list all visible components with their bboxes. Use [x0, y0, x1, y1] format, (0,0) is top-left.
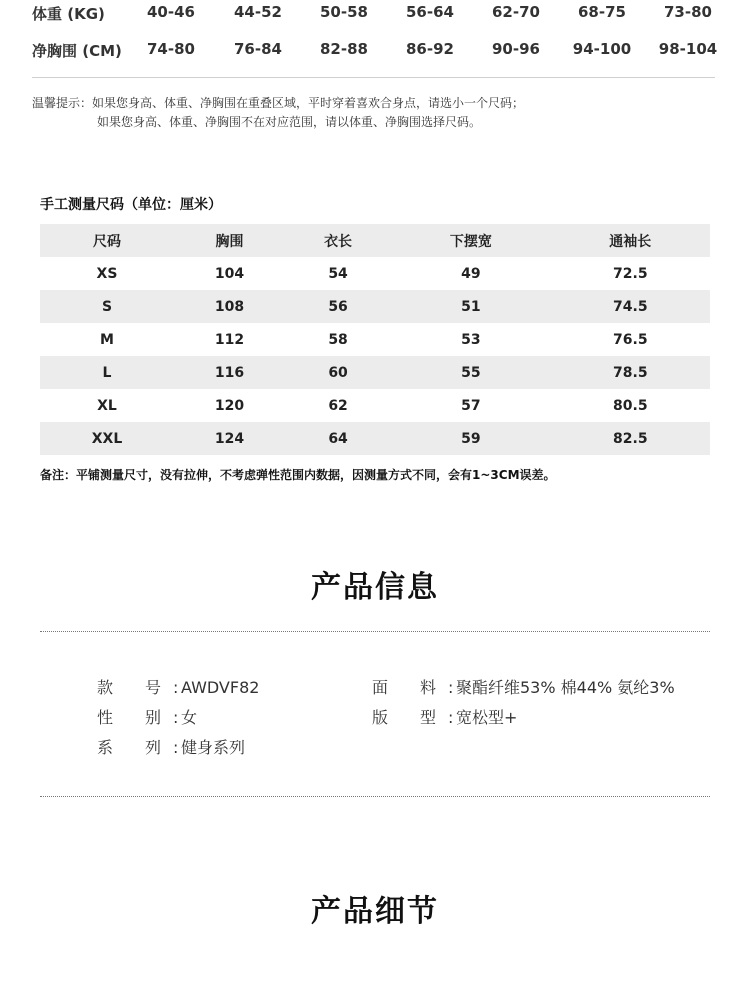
table-cell: 76.5: [613, 331, 648, 348]
table-cell: 57: [461, 397, 481, 414]
weight-row-label: 体重 (KG): [32, 5, 105, 23]
weight-cell: 56-64: [406, 3, 454, 21]
dotted-divider: [40, 796, 710, 797]
info-key: 型: [420, 708, 437, 727]
table-cell: 51: [461, 298, 481, 315]
table-cell: 55: [461, 364, 481, 381]
table-row: [40, 389, 710, 422]
weight-cell: 68-75: [578, 3, 626, 21]
weight-row: [0, 3, 750, 27]
weight-cell: 50-58: [320, 3, 368, 21]
info-item-style-no: [97, 675, 259, 698]
info-key: 版: [372, 708, 389, 727]
chest-cell: 82-88: [320, 40, 368, 58]
product-detail-heading: 产品细节: [311, 894, 439, 929]
column-header: 通袖长: [609, 233, 652, 250]
table-cell: S: [101, 298, 113, 315]
table-cell: 58: [328, 331, 348, 348]
info-value: 健身系列: [181, 738, 246, 757]
info-value: 宽松型+: [456, 708, 518, 727]
measurement-title: 手工测量尺码（单位：厘米）: [40, 197, 222, 213]
chest-row-label: 净胸围 (CM): [32, 42, 122, 60]
size-tips: [32, 94, 524, 132]
chest-cell: 94-100: [572, 40, 632, 58]
info-key: 面: [372, 678, 389, 697]
info-item-series: [97, 735, 245, 758]
table-cell: 124: [214, 430, 245, 447]
weight-cell: 62-70: [492, 3, 540, 21]
info-item-fit: [372, 705, 517, 728]
info-value: 聚酯纤维53% 棉44% 氨纶3%: [456, 678, 675, 697]
table-cell: 49: [461, 265, 481, 282]
table-cell: XXL: [91, 430, 123, 447]
table-cell: 53: [461, 331, 481, 348]
table-cell: M: [100, 331, 114, 348]
table-cell: 56: [328, 298, 348, 315]
table-cell: 62: [328, 397, 348, 414]
measurement-note: 备注：平铺测量尺寸，没有拉伸，不考虑弹性范围内数据，因测量方式不同，会有1~3CM误差。: [40, 468, 556, 482]
info-key: 款: [97, 678, 114, 697]
table-row: [40, 422, 710, 455]
info-item-fabric: [372, 675, 675, 698]
info-colon: :: [173, 678, 179, 697]
info-colon: :: [448, 678, 454, 697]
table-row: [40, 323, 710, 356]
chest-cell: 90-96: [492, 40, 540, 58]
chest-row: [0, 40, 750, 64]
table-cell: 60: [328, 364, 348, 381]
table-cell: L: [102, 364, 112, 381]
dotted-divider: [40, 631, 710, 632]
weight-cell: 73-80: [664, 3, 712, 21]
info-key: 系: [97, 738, 114, 757]
divider: [32, 77, 715, 78]
table-cell: 104: [214, 265, 245, 282]
table-cell: 59: [461, 430, 481, 447]
info-colon: :: [448, 708, 454, 727]
info-key: 列: [145, 738, 162, 757]
info-value: 女: [181, 708, 198, 727]
chest-cell: 98-104: [658, 40, 718, 58]
table-cell: 116: [214, 364, 245, 381]
table-cell: 64: [328, 430, 348, 447]
table-cell: 112: [214, 331, 245, 348]
table-cell: 54: [328, 265, 348, 282]
table-cell: XS: [96, 265, 118, 282]
info-value: AWDVF82: [181, 678, 260, 697]
table-cell: 74.5: [613, 298, 648, 315]
column-header: 衣长: [324, 233, 353, 250]
info-colon: :: [173, 738, 179, 757]
product-info-heading: 产品信息: [311, 570, 439, 605]
table-row: [40, 356, 710, 389]
measurement-table: [40, 224, 710, 455]
tip-line: 温馨提示：如果您身高、体重、净胸围在重叠区域，平时穿着喜欢合身点，请选小一个尺码；: [32, 96, 525, 110]
table-cell: 108: [214, 298, 245, 315]
weight-cell: 44-52: [234, 3, 282, 21]
info-key: 号: [145, 678, 162, 697]
table-cell: 82.5: [613, 430, 648, 447]
column-header: 胸围: [215, 233, 244, 250]
table-cell: 80.5: [613, 397, 648, 414]
chest-cell: 76-84: [234, 40, 282, 58]
info-item-gender: [97, 705, 197, 728]
chest-cell: 74-80: [147, 40, 195, 58]
table-row: [40, 257, 710, 290]
weight-cell: 40-46: [147, 3, 195, 21]
column-header: 尺码: [93, 233, 121, 250]
table-header-row: [40, 224, 710, 257]
info-key: 别: [145, 708, 162, 727]
info-key: 性: [97, 708, 114, 727]
table-cell: 120: [214, 397, 245, 414]
tip-line: 如果您身高、体重、净胸围不在对应范围，请以体重、净胸围选择尺码。: [97, 115, 482, 129]
info-colon: :: [173, 708, 179, 727]
table-row: [40, 290, 710, 323]
table-cell: XL: [97, 397, 117, 414]
table-cell: 78.5: [613, 364, 648, 381]
info-key: 料: [420, 678, 437, 697]
column-header: 下摆宽: [449, 233, 492, 250]
chest-cell: 86-92: [406, 40, 454, 58]
table-cell: 72.5: [613, 265, 648, 282]
